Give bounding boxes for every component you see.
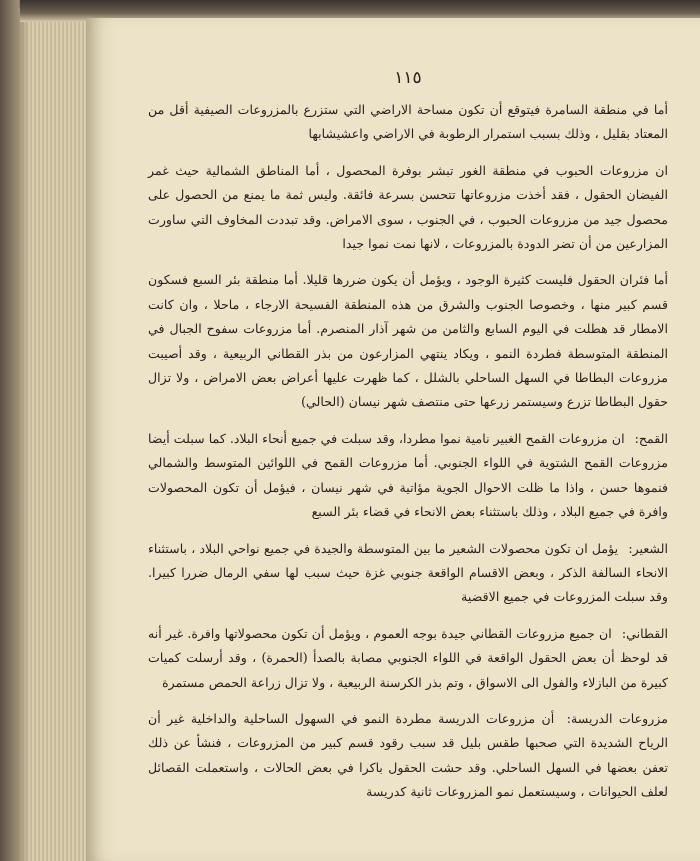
section-heading-barley: الشعير: xyxy=(628,540,668,556)
paragraph-2 xyxy=(148,159,668,257)
text-block xyxy=(148,66,668,817)
section-heading-fodder: مزروعات الدريسة: xyxy=(566,710,668,726)
paragraph-legumes xyxy=(148,622,668,695)
paragraph-text: أما فئران الحقول فليست كثيرة الوجود ، ويؤمل أن يكون ضررها قليلا. أما منطقة بئر السبع فسكون قسم كبير منها ، وخصوصا الجنوب والشرق من هذه المنطقة الفسيحة الارجاء ، ماحلا ، وان كانت الامطار قد هطلت في اليوم السابع والثامن من شهر آذار المنصرم. أما مزروعات سفوح الجبال في المنطقة المتوسطة فطردة النمو ، ويكاد ينتهي المزارعون من بذر القطاني الربيعية ، وقد أصيبت مزروعات البطاطا في السهل الساحلي بالشلل ، كما ظهرت عليها أعراض بعض الامراض ، ولا تزال حقول البطاطا تزرع وسيستمر زرعها حتى منتصف شهر نيسان (الحالي) xyxy=(148,272,668,410)
paragraph-text: يؤمل ان تكون محصولات الشعير ما بين المتوسطة والجيدة في جميع نواحي البلاد ، باستثناء الانحاء السالفة الذكر ، وبعض الاقسام الواقعة جنوبي غزة حيث سبب لها سفي الرمال ضررا كبيرا. وقد سبلت المزروعات في جميع الاقضية xyxy=(148,540,668,605)
paragraph-fodder xyxy=(148,707,668,805)
paragraph-text: أما في منطقة السامرة فيتوقع أن تكون مساحة الاراضي التي ستزرع بالمزروعات الصيفية أقل من المعتاد بقليل ، وذلك بسبب استمرار الرطوبة في الاراضي واعشيشابها xyxy=(148,102,668,142)
paragraph-text: أن مزروعات الدريسة مطردة النمو في السهول الساحلية والداخلية غير أن الرياح الشديدة التي صحبها طقس بليل قد سبب رقود قسم كبير من المزروعات ، فنشأ عن ذلك تعفن بعضها في السهل الساحلي. وقد حشت الحقول باكرا في بعض الحالات ، واستعملت القصائل لعلف الحيوانات ، وسيستعمل نمو المزروعات ثانية كدريسة xyxy=(148,710,668,800)
paragraph-3 xyxy=(148,268,668,414)
paragraph-text: ان مزروعات القمح الغبير نامية نموا مطردا، وقد سبلت في جميع أنحاء البلاد. كما سبلت أيضا مزروعات القمح الشتوية في اللواء الجنوبي. أما مزروعات القمح في اللوائين المتوسط والشمالي فنموها حسن ، واذا ما ظلت الاحوال الجوية مؤاتية في شهر نيسان ، فيؤمل أن تكون المحصولات وافرة في جميع البلاد ، وذلك باستثناء بعض الانحاء في قضاء بئر السبع xyxy=(148,430,668,520)
binding-shadow xyxy=(0,0,30,861)
section-heading-wheat: القمح: xyxy=(634,430,668,446)
paragraph-1 xyxy=(148,98,668,147)
paragraph-wheat xyxy=(148,427,668,525)
page-number: ١١٥ xyxy=(394,68,422,88)
paragraph-text: ان جميع مزروعات القطاني جيدة بوجه العموم ، ويؤمل أن تكون محصولاتها وافرة. غير أنه قد لوحظ أن بعض الحقول الواقعة في اللواء الجنوبي مصابة بالصدأ (الحمرة) ، وقد أرسلت كميات كبيرة من البازلاء والفول الى الاسواق ، وتم بذر الكرسنة الربيعية ، ولا تزال زراعة الحمص مستمرة xyxy=(148,625,668,690)
paragraph-text: ان مزروعات الحبوب في منطقة الغور تبشر بوفرة المحصول ، أما المناطق الشمالية حيث غمر الفيضان الحقول ، فقد أخذت مزروعاتها تتحسن بسرعة فائقة. وليس ثمة ما يمنع من الحصول على محصول جيد من مزروعات الحبوب ، في الجنوب ، سوى الامراض. وقد تبددت المخاوف التي ساورت المزارعين من أن تضر الدودة بالمزروعات ، لانها نمت نموا جيدا xyxy=(148,162,668,252)
section-heading-legumes: القطاني: xyxy=(621,625,668,641)
paragraph-barley xyxy=(148,537,668,610)
